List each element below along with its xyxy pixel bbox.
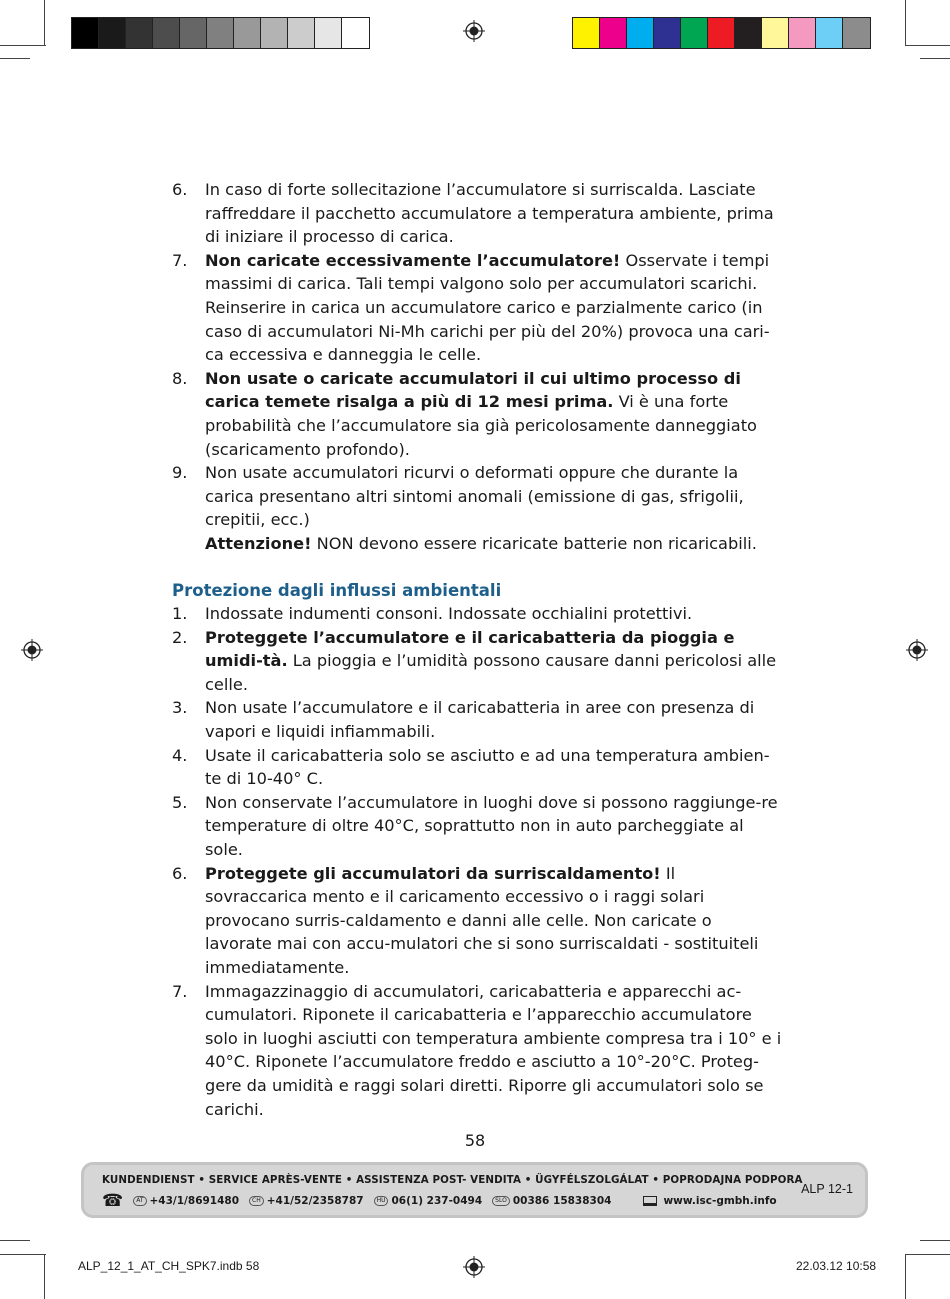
list-item-number: 4.	[172, 745, 188, 765]
service-footer	[81, 1162, 868, 1218]
process-color-bar	[572, 17, 871, 49]
list-item-number: 6.	[172, 863, 188, 883]
color-swatch	[843, 18, 870, 48]
list-item-emphasis: Non usate o caricate accumulatori il cui ultimo processo di carica temete risalga a più di 12 mesi prima.	[205, 368, 741, 412]
list-item-body: Non conservate l’accumulatore in luoghi dove si possono raggiunge-re temperature di oltre 40°C, soprattutto non in auto parcheggiate al sole.	[205, 792, 778, 860]
crop-mark	[905, 1254, 950, 1255]
crop-mark	[905, 45, 950, 46]
color-swatch	[654, 18, 681, 48]
crop-mark	[0, 1240, 30, 1241]
gray-swatch	[288, 18, 315, 48]
slug-datetime: 22.03.12 10:58	[796, 1259, 877, 1273]
list-item-body: Immagazzinaggio di accumulatori, caricabatteria e apparecchi ac-cumulatori. Riponete il caricabatteria e l’apparecchio accumulatore solo in luoghi asciutti con temperatura ambiente compresa tra i 10° e i 40°C. Riponete l’accumulatore freddo e asciutto a 10°-20°C. Proteg-gere da umidità e raggi solari diretti. Riporre gli accumulatori solo se carichi.	[205, 981, 782, 1119]
crop-mark	[905, 0, 906, 46]
list-item-number: 2.	[172, 627, 188, 647]
registration-mark-icon	[21, 639, 43, 661]
gray-swatch	[261, 18, 288, 48]
crop-mark	[920, 58, 950, 59]
list-item	[172, 626, 782, 697]
list-item-text	[205, 461, 782, 532]
list-item-body: Non usate accumulatori ricurvi o deformati oppure che durante la carica presentano altri sintomi anomali (emissione di gas, sfrigolii, crepitii, ecc.)	[205, 463, 744, 530]
warning-note	[172, 532, 782, 556]
phone-number: +41/52/2358787	[266, 1195, 364, 1207]
registration-mark-icon	[906, 639, 928, 661]
document-body	[172, 178, 782, 1121]
color-swatch	[789, 18, 816, 48]
gray-swatch	[99, 18, 126, 48]
crop-mark	[44, 1254, 45, 1299]
list-item-body: Il sovraccarica mento e il caricamento eccessivo o i raggi solari provocano surris-caldamento e danni alle celle. Non caricate o lavorate mai con accu-mulatori che si sono surriscaldati - sostituiteli immediatamente.	[205, 863, 759, 977]
list-item-number: 1.	[172, 604, 188, 624]
contact-list	[127, 1195, 615, 1207]
phone-number: 06(1) 237-0494	[391, 1195, 483, 1207]
list-item	[172, 249, 782, 367]
color-swatch	[762, 18, 789, 48]
note-text: NON devono essere ricaricate batterie non ricaricabili.	[311, 533, 757, 553]
laptop-icon	[643, 1196, 657, 1206]
list-item	[172, 744, 782, 791]
slug-filename: ALP_12_1_AT_CH_SPK7.indb 58	[78, 1259, 260, 1273]
gray-swatch	[153, 18, 180, 48]
list-item-body: Non usate l’accumulatore e il caricabatteria in aree con presenza di vapori e liquidi infiammabili.	[205, 698, 755, 742]
gray-swatch	[207, 18, 234, 48]
list-item-text	[205, 367, 782, 461]
list-item-body: Usate il caricabatteria solo se asciutto e ad una temperatura ambien-te di 10-40° C.	[205, 745, 770, 789]
gray-swatch	[180, 18, 207, 48]
list-item-text	[205, 602, 782, 626]
list-item-text	[205, 791, 782, 862]
list-item-text	[205, 744, 782, 791]
list-item-number: 6.	[172, 180, 188, 199]
gray-swatch	[72, 18, 99, 48]
color-swatch	[708, 18, 735, 48]
list-item-text	[205, 249, 782, 367]
crop-mark	[920, 1240, 950, 1241]
list-item-body: Osservate i tempi massimi di carica. Tali tempi valgono solo per accumulatori scarichi. Reinserire in carica un accumulatore carico e parzialmente carico (in caso di accumulatori Ni-Mh carichi per più del 20%) provoca una cari-ca eccessiva e danneggia le celle.	[205, 250, 770, 365]
list-item-emphasis: Proteggete gli accumulatori da surriscaldamento!	[205, 863, 661, 883]
list-item-emphasis: Proteggete l’accumulatore e il caricabatteria da pioggia e umidi-tà.	[205, 627, 735, 671]
page-number: 58	[464, 1131, 486, 1150]
service-names: KUNDENDIENST • SERVICE APRÈS-VENTE • ASSISTENZA POST- VENDITA • ÜGYFÉLSZOLGÁLAT • POPRODAJNA PODPORA	[102, 1174, 803, 1186]
list-item-text	[205, 980, 782, 1122]
color-swatch	[681, 18, 708, 48]
list-item-emphasis: Non caricate eccessivamente l’accumulatore!	[205, 250, 621, 270]
list-item-body: In caso di forte sollecitazione l’accumulatore si surriscalda. Lasciate raffreddare il pacchetto accumulatore a temperatura ambiente, prima di iniziare il processo di carica.	[205, 180, 774, 247]
crop-mark	[905, 1254, 906, 1299]
list-item-number: 8.	[172, 368, 188, 388]
list-item-number: 3.	[172, 698, 188, 718]
list-item-text	[205, 862, 782, 980]
country-badge: HU	[374, 1196, 389, 1206]
country-badge: CH	[249, 1196, 264, 1206]
registration-mark-icon	[463, 1256, 485, 1278]
color-swatch	[627, 18, 654, 48]
registration-mark-icon	[463, 20, 485, 42]
list-item-number: 7.	[172, 250, 188, 270]
list-item	[172, 862, 782, 980]
grayscale-color-bar	[71, 17, 370, 49]
section-heading: Protezione dagli influssi ambientali	[172, 580, 502, 600]
list-item-text	[205, 178, 782, 249]
crop-mark	[0, 58, 30, 59]
list-item-body: Indossate indumenti consoni. Indossate occhialini protettivi.	[205, 604, 693, 624]
phone-number: +43/1/8691480	[149, 1195, 240, 1207]
list-item-text	[205, 696, 782, 743]
phone-number: 00386 15838304	[512, 1195, 612, 1207]
list-item-body: La pioggia e l’umidità possono causare danni pericolosi alle celle.	[205, 651, 777, 694]
list-item-text	[205, 626, 782, 697]
list-item-number: 9.	[172, 463, 188, 483]
model-code: ALP 12-1	[801, 1182, 853, 1196]
gray-swatch	[315, 18, 342, 48]
color-swatch	[735, 18, 762, 48]
safety-list-charging	[172, 178, 782, 532]
contact-line	[102, 1191, 777, 1211]
list-item	[172, 602, 782, 626]
country-badge: SLO	[492, 1196, 510, 1206]
country-badge: AT	[133, 1196, 146, 1206]
list-item	[172, 461, 782, 532]
color-swatch	[573, 18, 600, 48]
website-link[interactable]: www.isc-gmbh.info	[663, 1195, 777, 1207]
list-item-body: Vi è una forte probabilità che l’accumulatore sia già pericolosamente danneggiato (scaricamento profondo).	[205, 392, 757, 459]
crop-mark	[0, 1254, 46, 1255]
color-swatch	[600, 18, 627, 48]
list-item-number: 7.	[172, 981, 188, 1001]
gray-swatch	[126, 18, 153, 48]
list-item	[172, 367, 782, 461]
telephone-icon: ☎	[102, 1191, 124, 1211]
gray-swatch	[234, 18, 261, 48]
list-item	[172, 178, 782, 249]
note-label: Attenzione!	[205, 533, 312, 553]
gray-swatch	[342, 18, 369, 48]
safety-list-environment	[172, 602, 782, 1121]
list-item	[172, 791, 782, 862]
color-swatch	[816, 18, 843, 48]
crop-mark	[0, 45, 46, 46]
list-item-number: 5.	[172, 792, 188, 812]
list-item	[172, 980, 782, 1122]
list-item	[172, 696, 782, 743]
crop-mark	[44, 0, 45, 46]
